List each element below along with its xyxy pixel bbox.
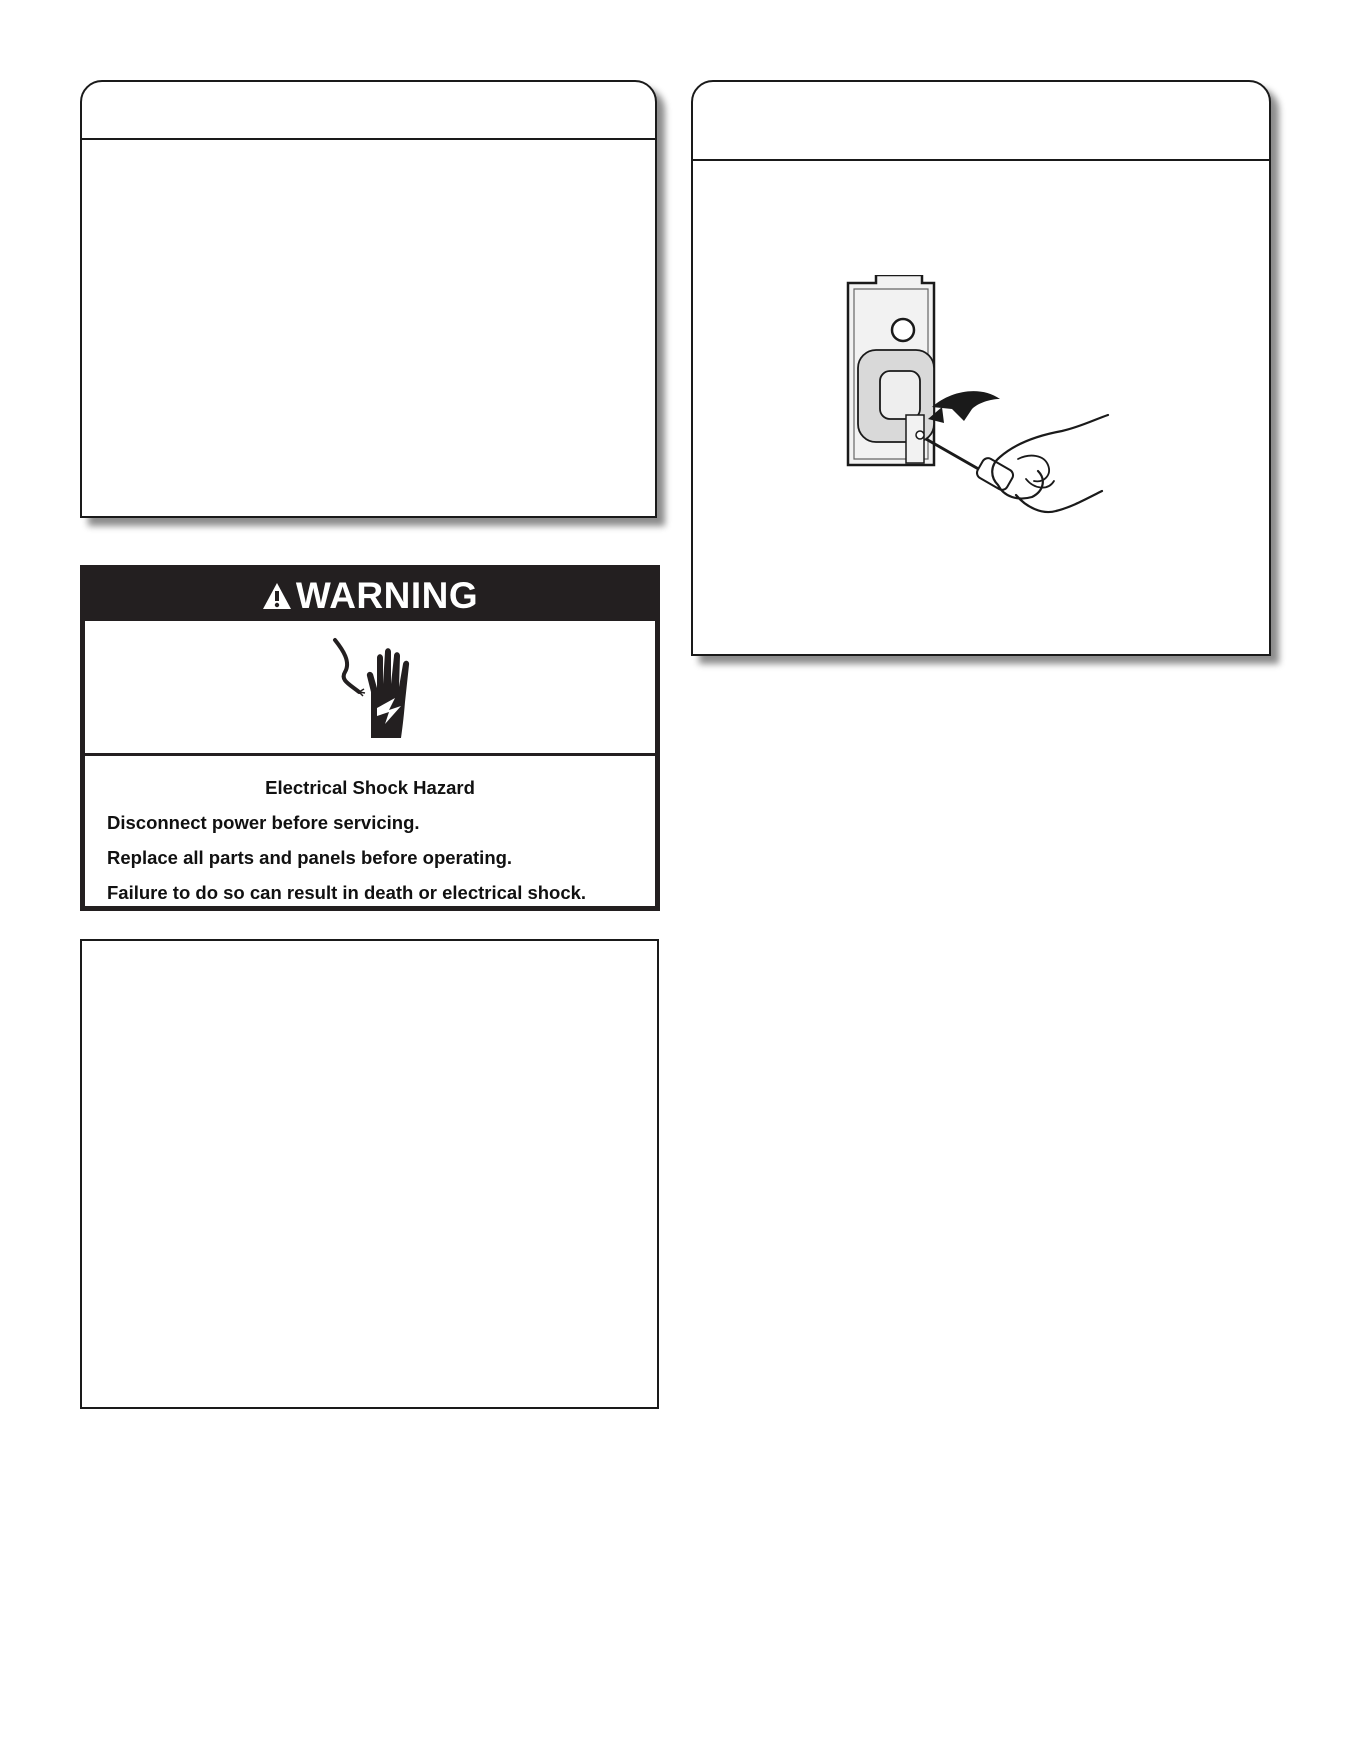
warning-label xyxy=(80,565,660,911)
panel-header-divider xyxy=(82,138,655,140)
hazard-title: Electrical Shock Hazard xyxy=(265,777,475,798)
warning-title: WARNING xyxy=(295,574,479,616)
warning-icon-area xyxy=(85,621,655,753)
electrical-shock-hand-icon xyxy=(315,632,425,742)
warning-triangle-icon xyxy=(262,581,292,611)
instruction-panel-bottom-left xyxy=(80,939,659,1409)
instruction-panel-top-left xyxy=(80,80,657,518)
warning-line-1: Disconnect power before servicing. xyxy=(107,812,420,833)
screwdriver-removing-cover-plate xyxy=(840,275,1130,545)
warning-line-2: Replace all parts and panels before operating. xyxy=(107,847,513,868)
warning-header xyxy=(85,570,655,621)
warning-text xyxy=(85,756,655,906)
warning-line-3: Failure to do so can result in death or electrical shock. xyxy=(107,882,587,903)
panel-header-divider xyxy=(693,159,1269,161)
